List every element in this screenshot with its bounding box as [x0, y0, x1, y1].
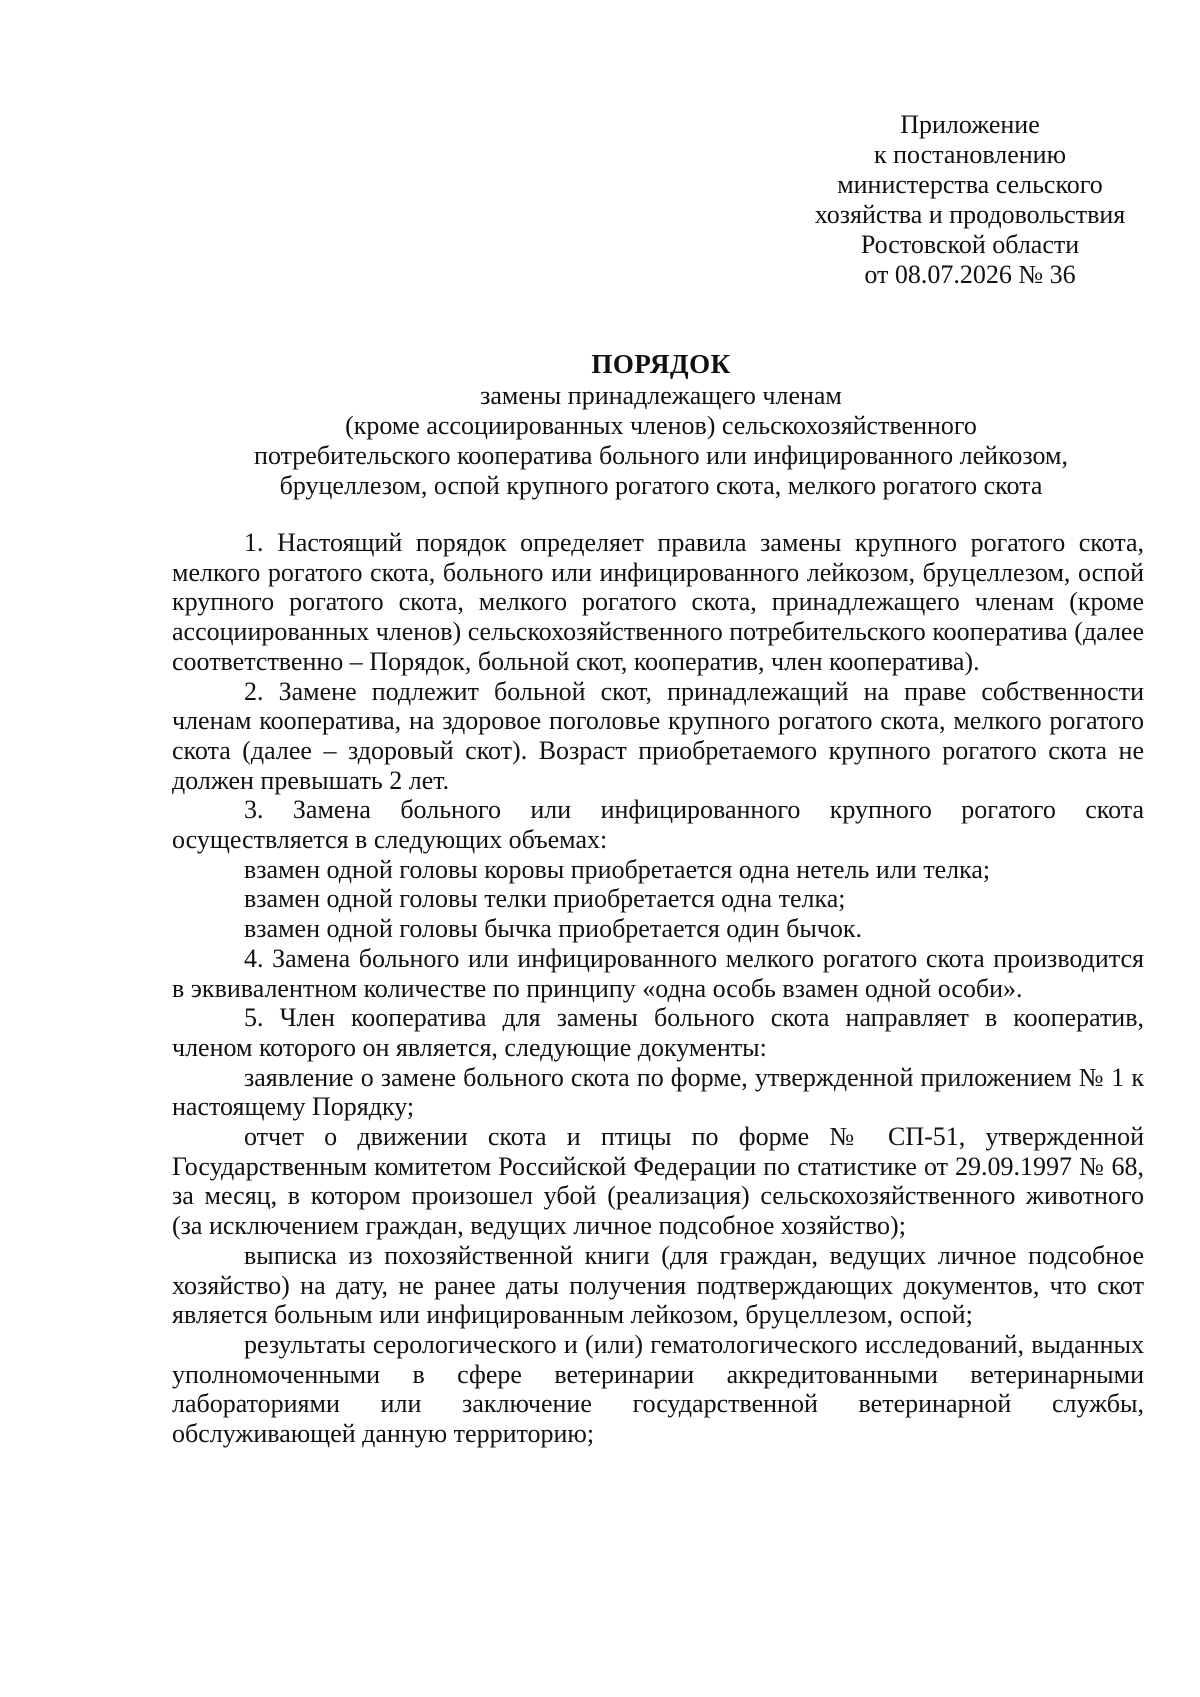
paragraph-5-item-application: заявление о замене больного скота по форме, утвержденной приложением № 1 к настоящему Порядку; — [172, 1062, 1144, 1122]
paragraph-2: 2. Замене подлежит больной скот, принадлежащий на праве собственности членам кооператива, на здоровое поголовье крупного рогатого скота, мелкого рогатого скота (далее – здоровый скот). Возраст приобретаемого крупного рогатого скота не должен превышать 2 лет. — [172, 676, 1144, 795]
appendix-line-2: к постановлению — [873, 140, 1067, 169]
paragraph-5: 5. Член кооператива для замены больного скота направляет в кооператив, членом которого он является, следующие документы: — [172, 1003, 1144, 1062]
paragraph-3-item-bull-calf: взамен одной головы бычка приобретается один бычок. — [244, 914, 862, 944]
subtitle-line-4: бруцеллезом, оспой крупного рогатого скота, мелкого рогатого скота — [279, 471, 1043, 500]
appendix-line-1: Приложение — [900, 110, 1040, 139]
paragraph-3-item-heifer: взамен одной головы телки приобретается одна телка; — [244, 884, 846, 914]
paragraph-3-item-cow: взамен одной головы коровы приобретается одна нетель или телка; — [244, 854, 991, 884]
paragraph-5-item-results: результаты серологического и (или) гематологического исследований, выданных уполномоченными в сфере ветеринарии аккредитованными ветеринарными лабораториями или заключение государственной ветеринарной службы, обслуживающей данную территорию; — [172, 1329, 1144, 1449]
appendix-line-5: Ростовской области — [860, 230, 1080, 259]
document-subtitle — [160, 381, 1162, 501]
subtitle-line-1: замены принадлежащего членам — [480, 381, 842, 410]
document-title-block — [160, 348, 1162, 501]
subtitle-line-3: потребительского кооператива больного или инфицированного лейкозом, — [254, 441, 1068, 470]
paragraph-3: 3. Замена больного или инфицированного крупного рогатого скота осуществляется в следующих объемах: — [172, 795, 1144, 855]
appendix-line-3: министерства сельского — [837, 170, 1103, 199]
subtitle-line-2: (кроме ассоциированных членов) сельскохозяйственного — [345, 411, 977, 440]
document-body — [172, 528, 1144, 1449]
paragraph-1: 1. Настоящий порядок определяет правила замены крупного рогатого скота, мелкого рогатого скота, больного или инфицированного лейкозом, бруцеллезом, оспой крупного рогатого скота, мелкого рогатого скота, принадлежащего членам (кроме ассоциированных членов) сельскохозяйственного потребительского кооператива (далее соответственно – Порядок, больной скот, кооператив, член кооператива). — [172, 528, 1144, 676]
appendix-line-4: хозяйства и продовольствия — [814, 200, 1126, 229]
paragraph-5-item-report: отчет о движении скота и птицы по форме № СП-51, утвержденной Государственным комитетом Российской Федерации по статистике от 29.09.1997 № 68, за месяц, в котором произошел убой (реализация) сельскохозяйственного животного (за исключением граждан, ведущих личное подсобное хозяйство); — [172, 1122, 1144, 1241]
appendix-header — [770, 110, 1170, 290]
document-title: ПОРЯДОК — [591, 349, 731, 379]
paragraph-4: 4. Замена больного или инфицированного мелкого рогатого скота производится в эквивалентном количестве по принципу «одна особь взамен одной особи». — [172, 943, 1144, 1003]
appendix-date-number: от 08.07.2026 № 36 — [864, 260, 1076, 289]
paragraph-5-item-extract: выписка из похозяйственной книги (для граждан, ведущих личное подсобное хозяйство) на дату, не ранее даты получения подтверждающих документов, что скот является больным или инфицированным лейкозом, бруцеллезом, оспой; — [172, 1240, 1144, 1330]
